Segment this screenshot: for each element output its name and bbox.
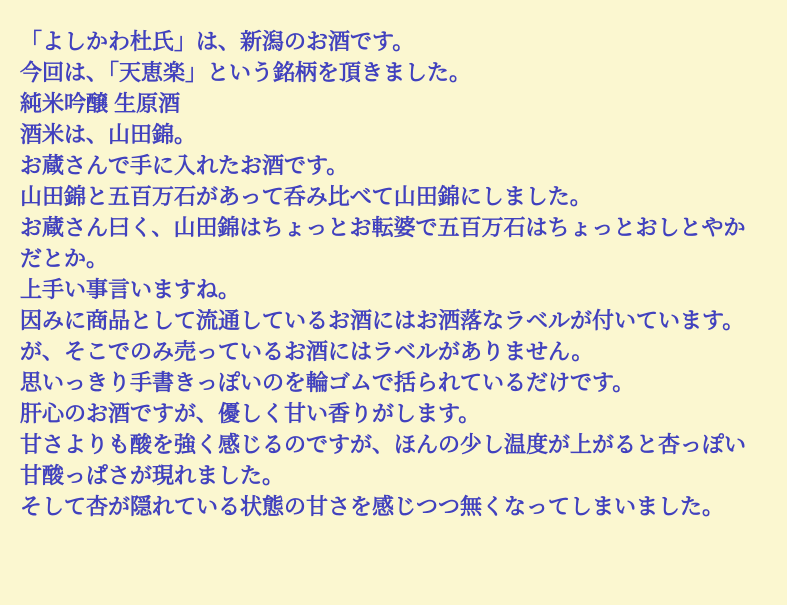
text-line-type: 純米吟醸 生原酒 — [20, 91, 181, 116]
text-line-acquired: お蔵さんで手に入れたお酒です。 — [20, 153, 349, 178]
text-line-remark: 上手い事言いますね。 — [20, 277, 241, 302]
text-line-intro: 「よしかわ杜氏」は、新潟のお酒です。 — [20, 29, 415, 54]
text-line-rice: 酒米は、山田錦。 — [20, 122, 197, 147]
text-line-aroma: 肝心のお酒ですが、優しく甘い香りがします。 — [20, 401, 481, 426]
text-line-brand: 今回は、「天恵楽」という銘柄を頂きました。 — [20, 60, 472, 85]
text-line-no-label: が、そこでのみ売っているお酒にはラベルがありません。 — [20, 339, 594, 364]
text-line-comparison: 山田錦と五百万石があって呑み比べて山田錦にしました。 — [20, 184, 592, 209]
text-line-label-info: 因みに商品として流通しているお酒にはお洒落なラベルが付いています。 — [20, 308, 745, 333]
text-line-handwritten: 思いっきり手書きっぽいのを輪ゴムで括られているだけです。 — [20, 370, 635, 395]
text-line-brewer-comment: お蔵さん曰く、山田錦はちょっとお転婆で五百万石はちょっとおしとやかだとか。 — [20, 215, 746, 271]
text-line-taste: 甘さよりも酸を強く感じるのですが、ほんの少し温度が上がると杏っぽい甘酸っぱさが現れました。 — [20, 432, 747, 488]
text-line-finish: そして杏が隠れている状態の甘さを感じつつ無くなってしまいました。 — [20, 494, 725, 519]
